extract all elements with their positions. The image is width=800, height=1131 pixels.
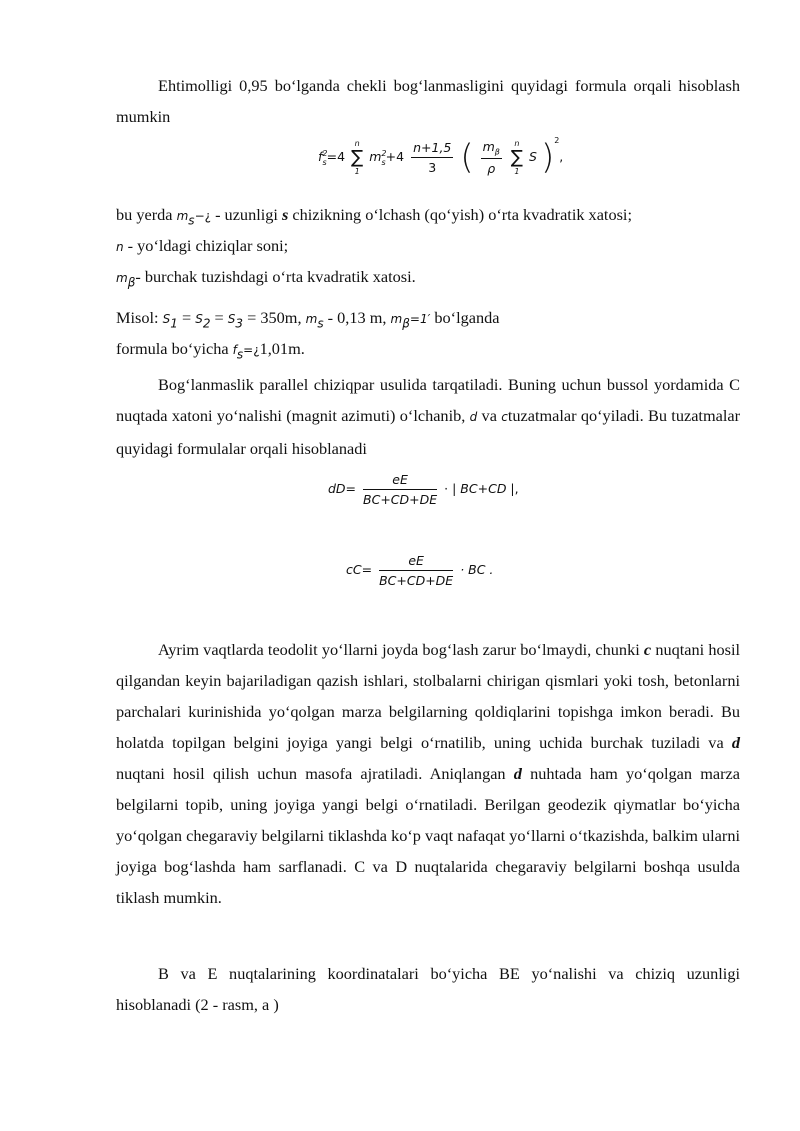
line-result: formula bo‘yicha $f_s=¿1,01m$. [116,339,305,362]
sum-symbol-inner: n ∑ 1 [510,138,524,176]
line-mb-definition: $m_\beta-$ burchak tuzishdagi o‘rta kvadratik xatosi. [116,267,416,290]
fraction-m-rho: $\frac{m_\beta}{\rho}$ [482,138,500,177]
formula-dD: dD= $\frac{eE}{BC+CD+DE}$ · | BC+CD |, [328,472,519,507]
formula-fs: $f^2_s=4$ n ∑ 1 $m^2_s+4$ $\frac{n+1,5}{3}$ ( $\frac{m_\beta}{\rho}$ n ∑ 1 S )$^2$, [318,136,564,178]
line-n-definition: n - yo‘ldagi chiziqlar soni; [116,236,289,255]
fraction-n: $\frac{n+1,5}{3}$ [413,140,452,175]
fraction-cC: $\frac{eE}{BC+CD+DE}$ [379,553,454,588]
paragraph-parallel-lines: Bog‘lanmaslik parallel chiziqpar usulida tarqatiladi. Buning uchun bussol yordamida C nuqtada xatoni yo‘nalishi (magnit azimuti) o‘lchanib, d va ctuzatmalar qo‘yiladi. Bu tuzatmalar quyidagi formulalar orqali hisoblanadi [116,375,741,458]
formula-cC: cC= $\frac{eE}{BC+CD+DE}$ · BC . [346,553,494,588]
paragraph-be-direction: B va E nuqtalarining koordinatalari bo‘yicha BE yo‘nalishi va chiziq uzunligi hisoblanadi (2 - rasm, a ) [116,964,740,1014]
paragraph-intro: Ehtimolligi 0,95 bo‘lganda chekli bog‘lanmasligini quyidagi formula orqali hisoblash mumkin [116,76,740,126]
line-example: Misol: $S_1 = S_2 = S_3 = 350m$, $m_s - 0,13$ m, $m_\beta=1'$ bo‘lganda [116,308,500,331]
paragraph-theodolite: Ayrim vaqtlarda teodolit yo‘llarni joyda bog‘lash zarur bo‘lmaydi, chunki c nuqtani hosil qilgandan keyin bajariladigan qazish ishlari, stolbalarni chirigan qismlari yoki tosh, betonlarni parchalari kurinishida yo‘qolgan marza belgilarning qoldiqlarini topishga imkon beradi. Bu holatda topilgan belgini joyiga yangi belgi o‘rnatilib, uning uchida burchak tuziladi va d nuqtani hosil qilish uchun masofa ajratiladi. Aniqlangan d nuhtada ham yo‘qolgan marza belgilarni topib, uning joyiga yangi belgi o‘rnatiladi. Berilgan geodezik qiymatlar bo‘yicha yo‘qolgan chegaraviy belgilarni tiklashda ko‘p vaqt nafaqat yo‘llarni o‘tkazishda, balkim ularni joyiga bog‘lashda ham sarflanadi. C va D nuqtalarida chegaraviy belgilarni boshqa usulda tiklash mumkin. [116,640,740,907]
sum-symbol: n ∑ 1 [351,138,364,176]
line-ms-definition: bu yerda $m_s-¿$ - uzunligi s chizikning o‘lchash (qo‘yish) o‘rta kvadratik xatosi; [116,205,632,228]
fraction-dD: $\frac{eE}{BC+CD+DE}$ [363,472,438,507]
